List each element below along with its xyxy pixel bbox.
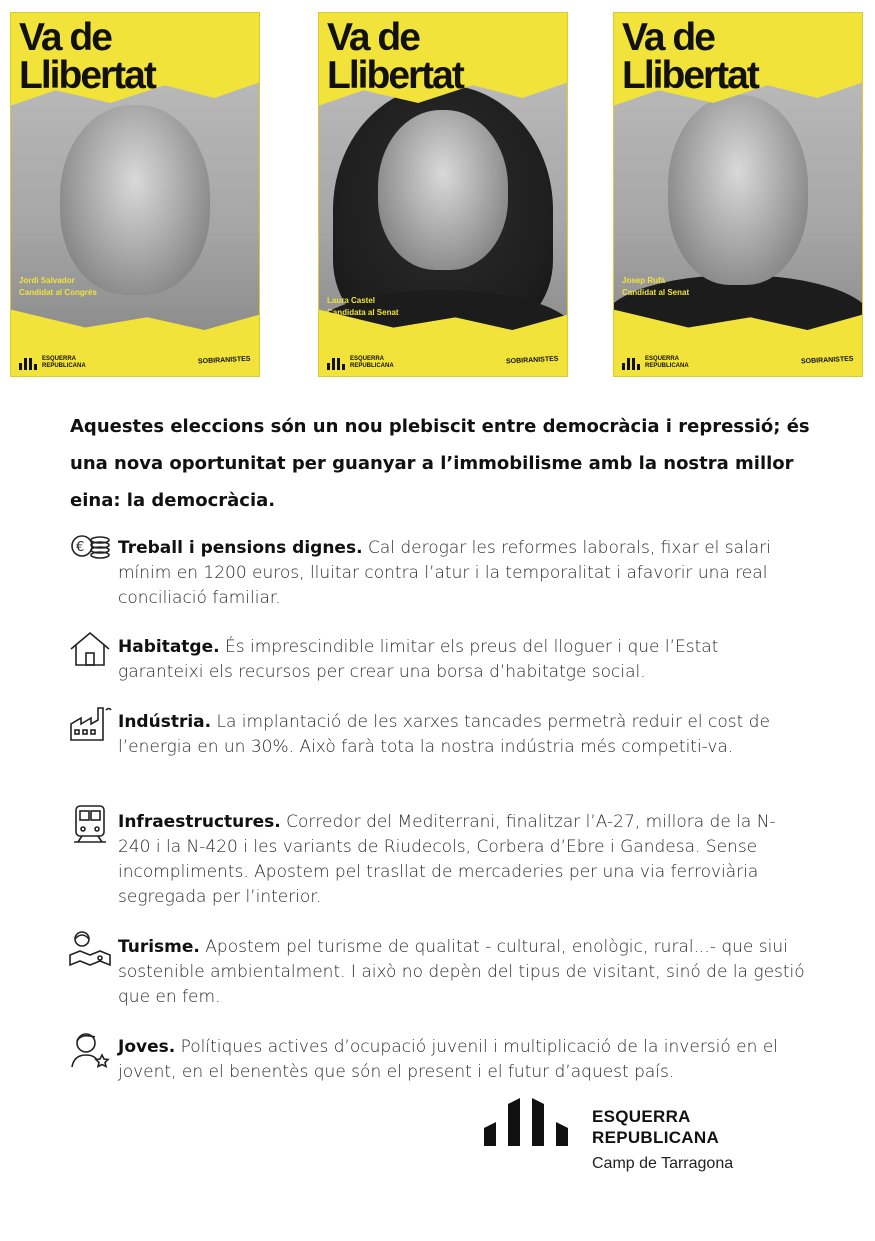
item-title: Infraestructures.	[118, 812, 281, 832]
poster-slogan	[622, 16, 758, 97]
photo-head	[60, 105, 210, 295]
item-text: Corredor del Mediterrani, finalitzar l’A-27, millora de la N-240 i la N-420 i les variants de Riudecols, Corbera d’Ebre i Gandesa. Sense incompliments. Apostem pel trasllat de mercaderies per una via ferroviària segregada per l’interior.	[118, 812, 776, 907]
candidate-role: Candidat al Senat	[622, 288, 690, 297]
photo-head	[378, 110, 508, 270]
item-title: Treball i pensions dignes.	[118, 538, 363, 558]
item-text: La implantació de les xarxes tancades permetrà reduir el cost de l’energia en un 30%. Això farà tota la nostra indústria més competiti-va.	[118, 712, 770, 757]
item-industria	[68, 710, 808, 760]
poster-josep-rufa	[613, 12, 863, 377]
candidate-caption	[327, 295, 399, 319]
candidate-name: Jordi Salvador	[19, 276, 75, 285]
party-logo-small	[19, 356, 86, 370]
item-title: Indústria.	[118, 712, 212, 732]
candidate-caption	[19, 275, 97, 299]
party-logo	[484, 1098, 784, 1178]
slogan-line-1: Va de	[622, 16, 714, 59]
slogan-line-2: Llibertat	[622, 54, 758, 97]
logo-line-1: ESQUERRA	[42, 356, 77, 362]
young-person-star-icon	[68, 1029, 112, 1069]
slogan-line-2: Llibertat	[327, 54, 463, 97]
candidate-photo	[319, 75, 567, 330]
item-infraestructures	[68, 810, 808, 910]
party-mark-icon	[484, 1098, 574, 1146]
train-icon	[68, 804, 112, 844]
poster-slogan	[327, 16, 463, 97]
logo-line-2: REPUBLICANA	[42, 363, 86, 369]
item-text: Cal derogar les reformes laborals, fixar el salari mínim en 1200 euros, lluitar contra l’atur i la temporalitat i afavorir una real conciliació familiar.	[118, 538, 771, 608]
item-joves	[68, 1035, 808, 1085]
photo-head	[668, 95, 808, 285]
item-text: Apostem pel turisme de qualitat - cultural, enològic, rural...- que siui sostenible ambientalment. I això no depèn del tipus de visitant, sinó de la gestió que en fem.	[118, 937, 805, 1007]
slogan-line-2: Llibertat	[19, 54, 155, 97]
poster-tagline: SOBIRANISTES	[506, 355, 560, 366]
party-name-line-2: REPUBLICANA	[592, 1128, 720, 1147]
candidate-caption	[622, 275, 689, 299]
item-habitatge	[68, 635, 808, 685]
item-turisme	[68, 935, 808, 1010]
item-title: Habitatge.	[118, 637, 220, 657]
logo-line-1: ESQUERRA	[350, 356, 385, 362]
item-text: Polítiques actives d’ocupació juvenil i multiplicació de la inversió en el jovent, en el benentès que són el present i el futur d’aquest país.	[118, 1037, 779, 1082]
tourist-map-icon	[68, 929, 112, 969]
party-region: Camp de Tarragona	[592, 1155, 734, 1172]
party-mark-icon	[327, 358, 345, 370]
logo-line-2: REPUBLICANA	[350, 363, 394, 369]
party-logo-small	[327, 356, 394, 370]
item-title: Turisme.	[118, 937, 200, 957]
factory-icon	[68, 704, 112, 744]
logo-line-2: REPUBLICANA	[645, 363, 689, 369]
house-icon	[68, 629, 112, 669]
party-name-line-1: ESQUERRA	[592, 1107, 691, 1126]
candidate-name: Josep Rufà	[622, 276, 666, 285]
party-mark-icon	[622, 358, 640, 370]
party-logo-small	[622, 356, 689, 370]
candidate-role: Candidata al Senat	[327, 308, 399, 317]
party-name	[592, 1106, 719, 1148]
poster-slogan	[19, 16, 155, 97]
euro-coins-icon	[68, 530, 112, 570]
logo-line-1: ESQUERRA	[645, 356, 680, 362]
slogan-line-1: Va de	[19, 16, 111, 59]
poster-jordi-salvador	[10, 12, 260, 377]
svg-text:€: €	[76, 540, 85, 555]
intro-statement: Aquestes eleccions són un nou plebiscit entre democràcia i repressió; és una nova oportunitat per guanyar a l’immobilisme amb la nostra millor eina: la democràcia.	[70, 416, 810, 511]
candidate-role: Candidat al Congrés	[19, 288, 97, 297]
party-mark-icon	[19, 358, 37, 370]
poster-laura-castel	[318, 12, 568, 377]
item-title: Joves.	[118, 1037, 176, 1057]
poster-tagline: SOBIRANISTES	[801, 355, 855, 366]
slogan-line-1: Va de	[327, 16, 419, 59]
item-treball	[68, 536, 808, 611]
poster-tagline: SOBIRANISTES	[198, 355, 252, 366]
candidate-name: Laura Castel	[327, 296, 376, 305]
item-text: És imprescindible limitar els preus del lloguer i que l’Estat garanteixi els recursos per crear una borsa d’habitatge social.	[118, 637, 719, 682]
